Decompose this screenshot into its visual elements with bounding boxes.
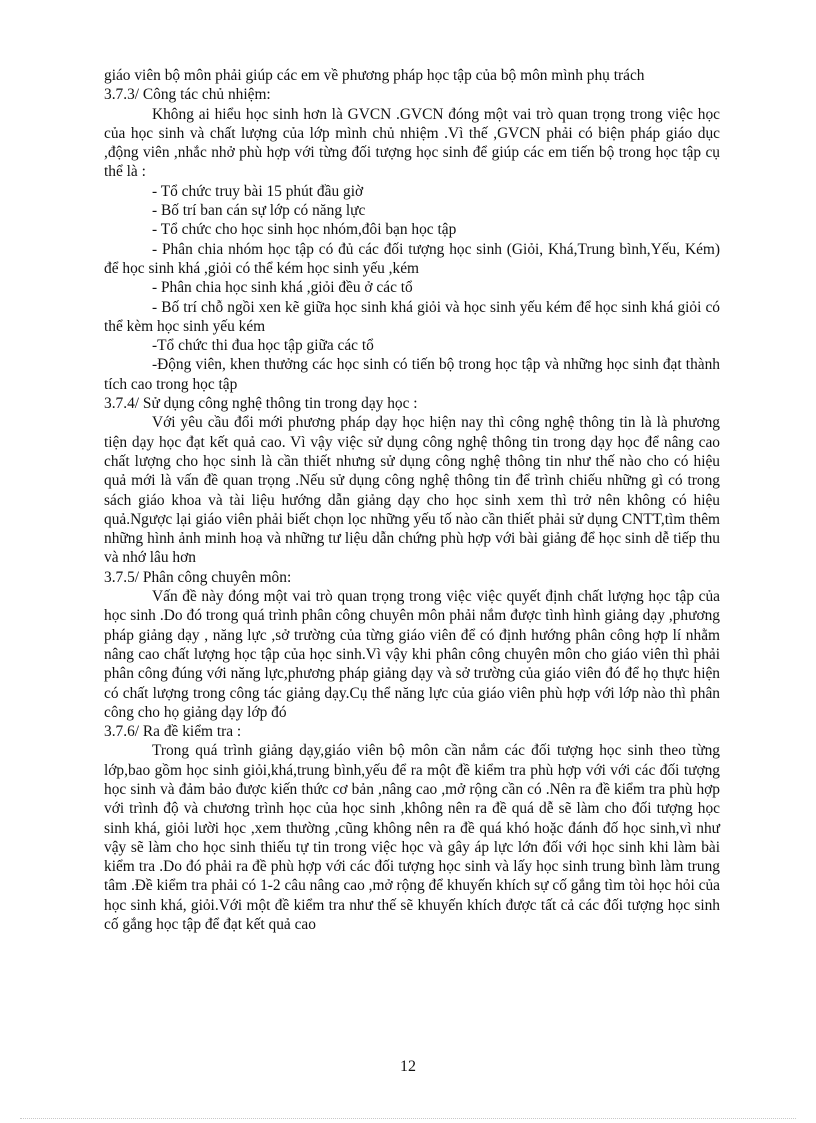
document-body <box>104 66 720 934</box>
section-heading-3-7-6: 3.7.6/ Ra đề kiểm tra : <box>104 723 242 741</box>
section-paragraph-3-7-5: Vấn đề này đóng một vai trò quan trọng trong việc việc quyết định chất lượng học tập của học sinh .Do đó trong quá trình phân công chuyên môn phải nắm được tình hình giảng dạy ,phương pháp giảng dạy , năng lực ,sở trường của từng giáo viên để có định hướng phân công hợp lí nhằm nâng cao chất lượng học tập của học sinh.Vì vậy khi phân công chuyên môn cho giáo viên thì phải phân công đúng với năng lực,phương pháp giảng dạy và sở trường của giáo viên đó để họ thực hiện có chất lượng trong công tác giảng dạy.Cụ thể năng lực của giáo viên phù hợp với lớp nào thì phân công cho họ giảng dạy lớp đó <box>104 588 720 721</box>
page-number: 12 <box>400 1058 416 1075</box>
section-heading-3-7-4: 3.7.4/ Sử dụng công nghệ thông tin trong dạy học : <box>104 395 418 413</box>
section-paragraph-3-7-4: Với yêu cầu đổi mới phương pháp dạy học hiện nay thì công nghệ thông tin là là phương tiện dạy học đạt kết quả cao. Vì vậy việc sử dụng công nghệ thông tin trong dạy học để nâng cao chất lượng cho học sinh là cần thiết nhưng sử dụng công nghệ thông tin như thế nào cho có hiệu quả mới là vấn đề quan trọng .Nếu sử dụng công nghệ thông tin để trình chiếu những gì có trong sách giáo khoa và tài liệu hướng dẫn giảng dạy cho học sinh xem thì trở nên không có hiệu quả.Ngược lại giáo viên phải biết chọn lọc những yếu tố nào cần thiết phải sử dụng CNTT,tìm thêm những hình ảnh minh hoạ và những tư liệu dẫn chứng phù hợp với bài giảng để học sinh dễ tiếp thu và nhớ lâu hơn <box>104 414 720 567</box>
bullet-item: - Bố trí ban cán sự lớp có năng lực <box>152 202 366 220</box>
bullet-item: - Bố trí chỗ ngồi xen kẽ giữa học sinh khá giỏi và học sinh yếu kém để học sinh khá giỏi có thể kèm học sinh yếu kém <box>104 298 720 335</box>
page-bottom-divider <box>20 1118 796 1119</box>
section-heading-3-7-5: 3.7.5/ Phân công chuyên môn: <box>104 568 292 586</box>
bullet-item: - Phân chia học sinh khá ,giỏi đều ở các tổ <box>152 279 413 297</box>
bullet-item: -Động viên, khen thưởng các học sinh có tiến bộ trong học tập và những học sinh đạt thành tích cao trong học tập <box>104 356 720 393</box>
section-paragraph-3-7-6: Trong quá trình giảng dạy,giáo viên bộ môn cần nắm các đối tượng học sinh theo từng lớp,bao gồm học sinh giỏi,khá,trung bình,yếu để ra một đề kiểm tra phù hợp với với các đối tượng học sinh và đảm bảo được kiến thức cơ bản ,nâng cao ,mở rộng cần có .Nên ra đề kiểm tra phù hợp với trình độ và chương trình học của học sinh ,không nên ra đề quá dễ sẽ làm cho đối tượng học sinh khá, giỏi lười học ,xem thường ,cũng không nên ra đề quá khó hoặc đánh đố học sinh,vì như vậy sẽ làm cho học sinh thiếu tự tin trong việc học và gây áp lực lớn đối với học sinh khi làm bài kiểm tra .Do đó phải ra đề phù hợp với các đối tượng học sinh và lấy học sinh trung bình làm trung tâm .Đề kiểm tra phải có 1-2 câu nâng cao ,mở rộng để khuyến khích sự cố gắng tìm tòi học hỏi của học sinh khá, giỏi.Với một đề kiểm tra như thế sẽ khuyến khích được tất cả các đối tượng học sinh cố gắng học tập để đạt kết quả cao <box>104 742 720 934</box>
bullet-item: - Tổ chức cho học sinh học nhóm,đôi bạn học tập <box>152 221 457 239</box>
bullet-item: - Phân chia nhóm học tập có đủ các đối tượng học sinh (Giỏi, Khá,Trung bình,Yếu, Kém) để học sinh khá ,giỏi có thể kém học sinh yếu ,kém <box>104 240 720 277</box>
section-heading-3-7-3: 3.7.3/ Công tác chủ nhiệm: <box>104 86 271 104</box>
section-paragraph-3-7-3: Không ai hiểu học sinh hơn là GVCN .GVCN đóng một vai trò quan trọng trong việc học của học sinh và chất lượng của lớp mình chủ nhiệm .Vì thế ,GVCN phải có biện pháp giáo dục ,động viên ,nhắc nhở phù hợp với từng đối tượng học sinh để giúp các em tiến bộ trong học tập cụ thể là : <box>104 105 720 181</box>
intro-paragraph: giáo viên bộ môn phải giúp các em về phương pháp học tập của bộ môn mình phụ trách <box>104 67 645 84</box>
bullet-item: - Tổ chức truy bài 15 phút đầu giờ <box>152 182 364 200</box>
bullet-item: -Tổ chức thi đua học tập giữa các tổ <box>152 337 374 355</box>
